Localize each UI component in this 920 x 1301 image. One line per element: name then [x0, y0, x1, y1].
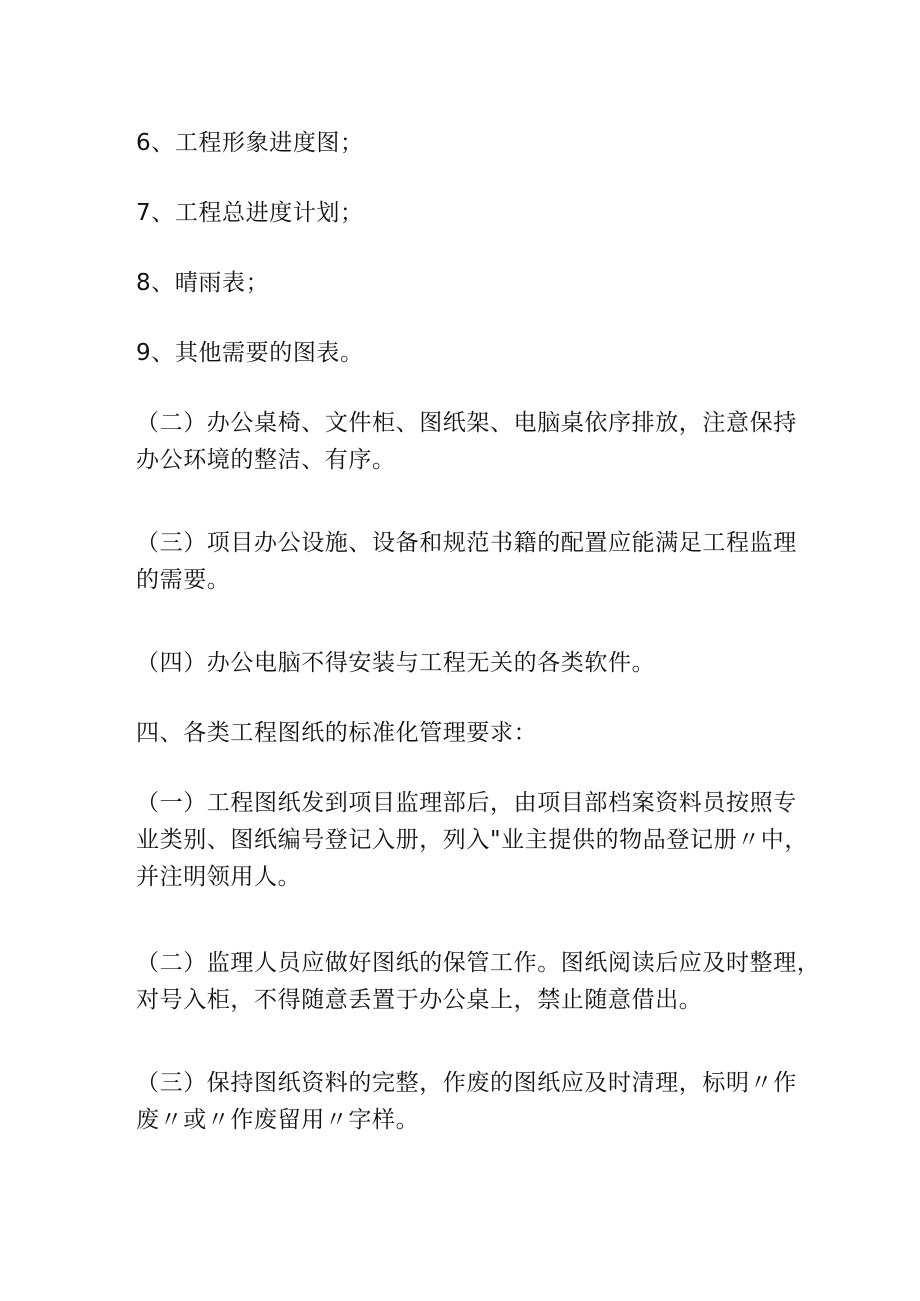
text-line: （二）监理人员应做好图纸的保管工作。图纸阅读后应及时整理， — [136, 950, 821, 976]
list-item-7 — [136, 195, 796, 232]
text-line: （四）办公电脑不得安装与工程无关的各类软件。 — [136, 650, 656, 676]
text-line: 6、工程形象进度图； — [136, 130, 364, 156]
text-line: 的需要。 — [136, 567, 231, 593]
text-line: 对号入柜，不得随意丢置于办公桌上，禁止随意借出。 — [136, 987, 703, 1013]
list-item-6 — [136, 125, 796, 162]
text-line: 7、工程总进度计划； — [136, 200, 364, 226]
text-line: 业类别、图纸编号登记入册，列入"业主提供的物品登记册〃中， — [136, 827, 808, 853]
paragraph-drawing-integrity — [136, 1065, 796, 1139]
paragraph-office-computer — [136, 645, 796, 682]
text-line: （二）办公桌椅、文件柜、图纸架、电脑桌依序排放，注意保持 — [136, 410, 797, 436]
paragraph-office-furniture — [136, 405, 796, 479]
text-line: 9、其他需要的图表。 — [136, 340, 364, 366]
text-line: 8、晴雨表； — [136, 270, 270, 296]
text-line: 废〃或〃作废留用〃字样。 — [136, 1107, 420, 1133]
paragraph-drawing-custody — [136, 945, 821, 1019]
list-item-8 — [136, 265, 796, 302]
text-line: 办公环境的整洁、有序。 — [136, 447, 396, 473]
text-line: （三）项目办公设施、设备和规范书籍的配置应能满足工程监理 — [136, 530, 797, 556]
text-line: （一）工程图纸发到项目监理部后，由项目部档案资料员按照专 — [136, 790, 797, 816]
paragraph-drawing-registration — [136, 785, 808, 896]
paragraph-office-facilities — [136, 525, 796, 599]
section-heading-drawing-management — [136, 715, 796, 752]
text-line: 并注明领用人。 — [136, 864, 302, 890]
text-line: 四、各类工程图纸的标准化管理要求： — [136, 720, 538, 746]
list-item-9 — [136, 335, 796, 372]
text-line: （三）保持图纸资料的完整，作废的图纸应及时清理，标明〃作 — [136, 1070, 797, 1096]
